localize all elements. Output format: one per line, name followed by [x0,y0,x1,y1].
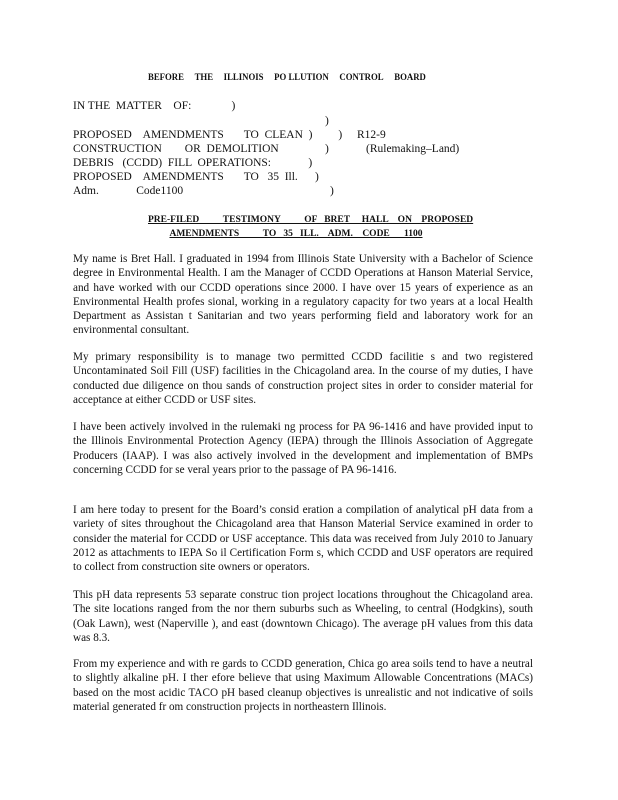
caption-line: DEBRIS (CCDD) FILL OPERATIONS: ) [73,157,313,169]
caption-line: PROPOSED AMENDMENTS TO CLEAN ) ) [73,129,343,141]
testimony-title-line: AMENDMENTS TO 35 ILL. ADM. CODE 1100 [169,229,423,239]
caption-bracket: ) [325,115,329,127]
caption-line: IN THE MATTER OF: ) [73,100,236,112]
board-title-word: CONTROL [339,73,384,83]
testimony-title [148,213,474,241]
testimony-title-line: PRE-FILED TESTIMONY OF BRET HALL ON PROPOSED [148,215,474,225]
caption-bracket: ) [325,143,329,155]
board-title [148,73,426,83]
body-paragraph: I have been actively involved in the rulemaki ng process for PA 96-1416 and have provided input to the Illinois Environmental Protection Agency (IEPA) through the Illinois Association of Aggregate Producers (IAAP). I was also actively involved in the development and implementation of BMPs concerning CCDD for se veral years prior to the passage of PA 96-1416. [73,421,533,476]
board-title-word: BOARD [394,73,426,83]
caption-line: CONSTRUCTION OR DEMOLITION [73,143,279,155]
board-title-word: PO LLUTION [274,73,329,83]
docket-number: R12-9 [357,129,386,141]
body-paragraph: I am here today to present for the Board’s consid eration a compilation of analytical pH data from a variety of sites throughout the Chicagoland area that Hanson Material Service examined in order to consider the material for CCDD or USF acceptance. This data was received from July 2010 to January 2012 as attachments to IEPA So il Certification Form s, which CCDD and USF operators are required to collect from construction site owners or operators. [73,504,533,574]
body-paragraph: From my experience and with re gards to CCDD generation, Chica go area soils tend to have a neutral to slightly alkaline pH. I ther efore believe that using Maximum Allowable Concentrations (MACs) based on the most acidic TACO pH based cleanup objectives is unrealistic and not indicative of soils material generated fr om construction projects in northeastern Illinois. [73,658,533,713]
caption-line: PROPOSED AMENDMENTS TO 35 Ill. ) [73,171,319,183]
caption-line: Adm. Code1100 [73,185,184,197]
rulemaking-type: (Rulemaking–Land) [366,143,460,155]
caption-bracket: ) [330,185,334,197]
body-paragraph: My name is Bret Hall. I graduated in 1994 from Illinois State University with a Bachelor of Science degree in Environmental Health. I am the Manager of CCDD Operations at Hanson Material Service, and have worked with our CCDD operations since 2000. I have over 15 years of experience as an Environmental Health profes sional, working in a regulatory capacity for two years at a local Health Department as Assistan t Sanitarian and two years performing field and laboratory work for an environmental consultant. [73,253,533,337]
body-paragraph: This pH data represents 53 separate construc tion project locations throughout the Chicagoland area. The site locations ranged from the nor thern suburbs such as Wheeling, to central (Hodgkins), south (Oak Lawn), west (Naperville ), and east (downtown Chicago). The average pH values from this data was 8.3. [73,589,533,644]
board-title-word: THE [194,73,214,83]
board-title-word: BEFORE [148,73,184,83]
body-paragraph: My primary responsibility is to manage two permitted CCDD facilitie s and two registered Uncontaminated Soil Fill (USF) facilities in the Chicagoland area. In the course of my duties, I have conducted due diligence on thou sands of construction project sites in order to consider material for acceptance at either CCDD or USF sites. [73,351,533,406]
board-title-word: ILLINOIS [223,73,264,83]
